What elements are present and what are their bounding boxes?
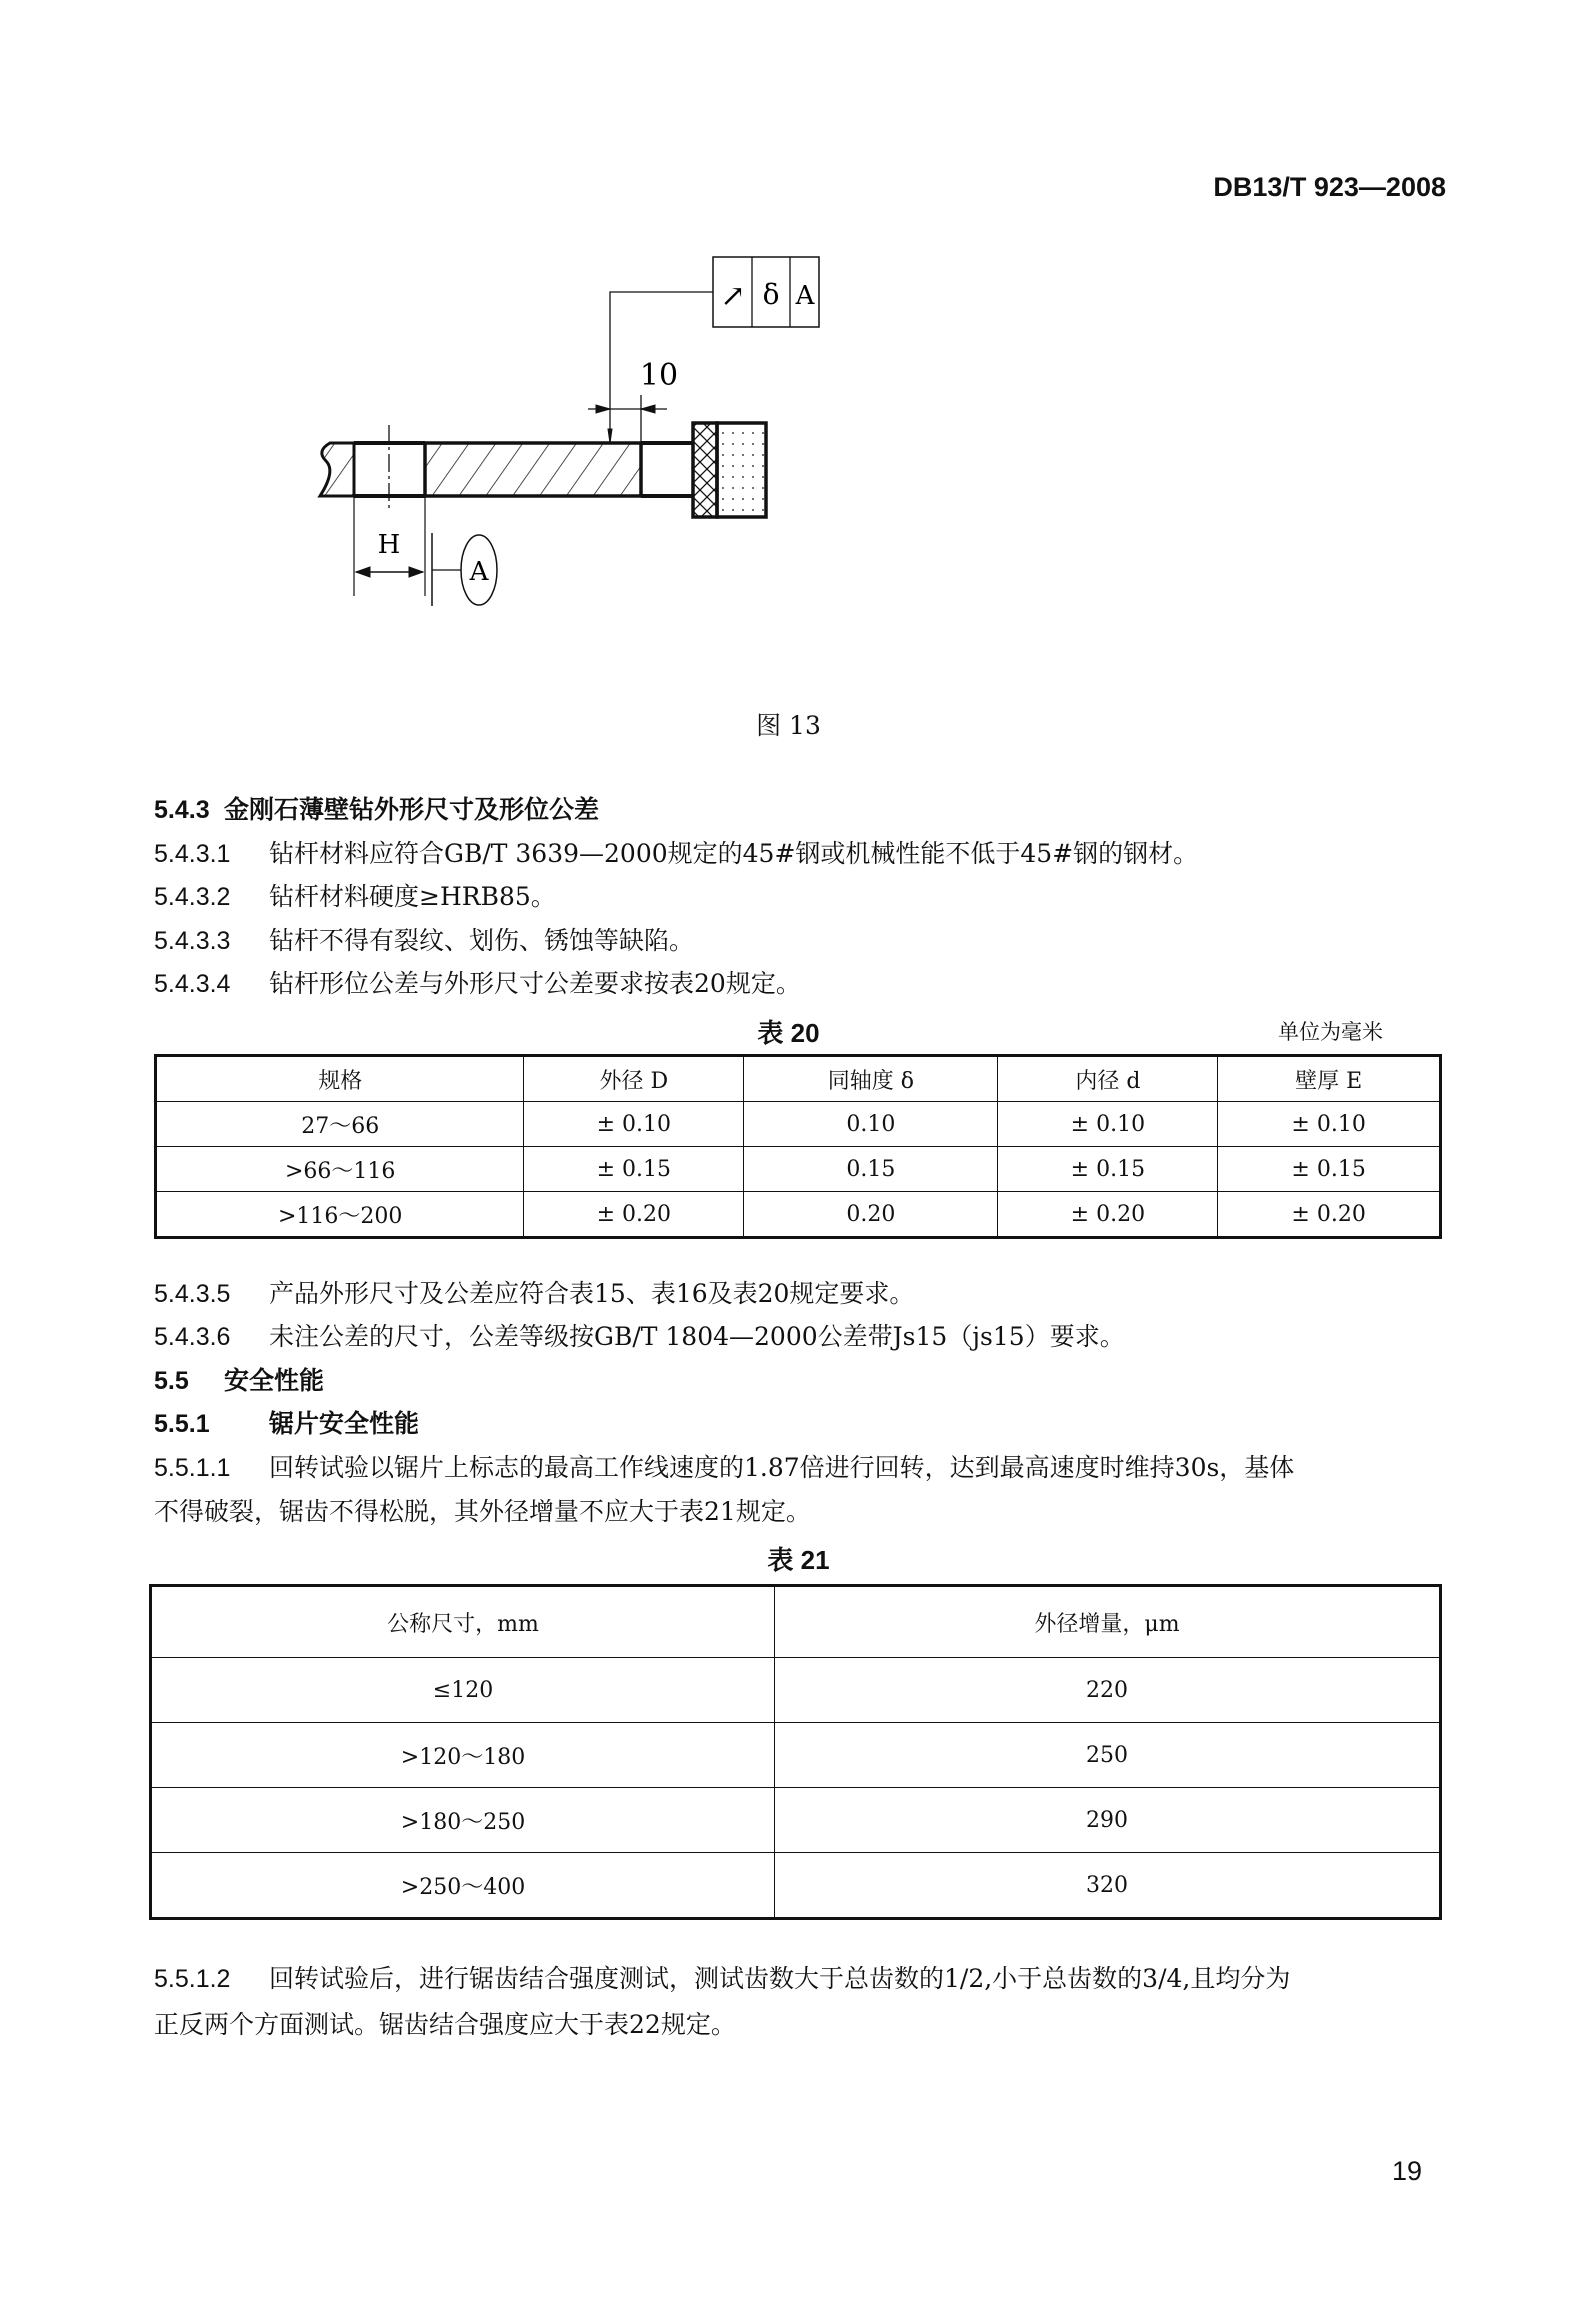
table-header-row: [151, 1586, 1441, 1658]
cell: >250～400: [151, 1853, 775, 1919]
cell: ± 0.10: [998, 1102, 1218, 1147]
cell: 220: [775, 1658, 1441, 1723]
column-header: 规格: [156, 1056, 524, 1102]
cell: ± 0.20: [524, 1192, 744, 1238]
cell: ± 0.10: [1218, 1102, 1441, 1147]
table20-title: 表 20: [757, 1018, 820, 1048]
cell: >66～116: [156, 1147, 524, 1192]
cell: ± 0.15: [1218, 1147, 1441, 1192]
clause: 5.4.3.3 钻杆不得有裂纹、划伤、锈蚀等缺陷。: [154, 926, 695, 955]
dimension-label: 10: [639, 358, 679, 393]
clause: 5.4.3.1 钻杆材料应符合GB/T 3639—2000规定的45#钢或机械性能不低于45#钢的钢材。: [154, 839, 1199, 868]
cell: 27～66: [156, 1102, 524, 1147]
figure-caption: 图 13: [756, 711, 821, 740]
cell: 250: [775, 1723, 1441, 1788]
table-row: [151, 1788, 1441, 1853]
column-header: 外径增量，μm: [775, 1586, 1441, 1658]
cell: ≤120: [151, 1658, 775, 1723]
page-number: 19: [1391, 2156, 1422, 2186]
section-heading: 5.5.1 锯片安全性能: [154, 1409, 420, 1438]
cell: 0.20: [744, 1192, 998, 1238]
cell: ± 0.20: [998, 1192, 1218, 1238]
figure-13-drawing: [0, 0, 1577, 720]
datum-reference: A: [795, 281, 815, 311]
column-header: 同轴度 δ: [744, 1056, 998, 1102]
clause: 5.5.1.1 回转试验以锯片上标志的最高工作线速度的1.87倍进行回转，达到最高速度时维持30s，基体: [154, 1453, 1295, 1482]
cell: 0.10: [744, 1102, 998, 1147]
clause: 5.4.3.4 钻杆形位公差与外形尺寸公差要求按表20规定。: [154, 969, 801, 998]
cell: >116～200: [156, 1192, 524, 1238]
clause: 5.4.3.5 产品外形尺寸及公差应符合表15、表16及表20规定要求。: [154, 1279, 915, 1308]
column-header: 外径 D: [524, 1056, 744, 1102]
section-heading: 5.5 安全性能: [154, 1366, 325, 1395]
cell: 320: [775, 1853, 1441, 1919]
table21-title: 表 21: [767, 1545, 830, 1575]
table-row: [151, 1658, 1441, 1723]
table-21: [149, 1584, 1442, 1920]
cell: ± 0.15: [524, 1147, 744, 1192]
datum-label: A: [469, 557, 489, 587]
table-header-row: [156, 1056, 1441, 1102]
cell: >120～180: [151, 1723, 775, 1788]
standard-number: DB13/T 923—2008: [1213, 172, 1446, 202]
clause: 5.4.3.6 未注公差的尺寸，公差等级按GB/T 1804—2000公差带Js15（js15）要求。: [154, 1322, 1125, 1351]
section-heading: 5.4.3 金刚石薄壁钻外形尺寸及形位公差: [154, 795, 600, 824]
table-row: [156, 1192, 1441, 1238]
table-row: [156, 1147, 1441, 1192]
cell: ± 0.20: [1218, 1192, 1441, 1238]
clause: 5.4.3.2 钻杆材料硬度≥HRB85。: [154, 882, 556, 911]
table-20: [154, 1054, 1442, 1239]
cell: >180～250: [151, 1788, 775, 1853]
clause: 5.5.1.2 回转试验后，进行锯齿结合强度测试，测试齿数大于总齿数的1/2,小于总齿数的3/4,且均分为: [154, 1964, 1291, 1993]
table-row: [151, 1853, 1441, 1919]
h-label: H: [377, 530, 401, 560]
tolerance-value: δ: [762, 278, 780, 311]
column-header: 公称尺寸，mm: [151, 1586, 775, 1658]
table-row: [156, 1102, 1441, 1147]
column-header: 壁厚 E: [1218, 1056, 1441, 1102]
runout-symbol: ↗: [720, 279, 746, 314]
cell: 0.15: [744, 1147, 998, 1192]
table-row: [151, 1723, 1441, 1788]
cell: 290: [775, 1788, 1441, 1853]
clause-continuation: 不得破裂，锯齿不得松脱，其外径增量不应大于表21规定。: [154, 1497, 811, 1526]
table20-unit: 单位为毫米: [1278, 1020, 1383, 1044]
clause-continuation: 正反两个方面测试。锯齿结合强度应大于表22规定。: [154, 2010, 736, 2039]
cell: ± 0.15: [998, 1147, 1218, 1192]
column-header: 内径 d: [998, 1056, 1218, 1102]
cell: ± 0.10: [524, 1102, 744, 1147]
